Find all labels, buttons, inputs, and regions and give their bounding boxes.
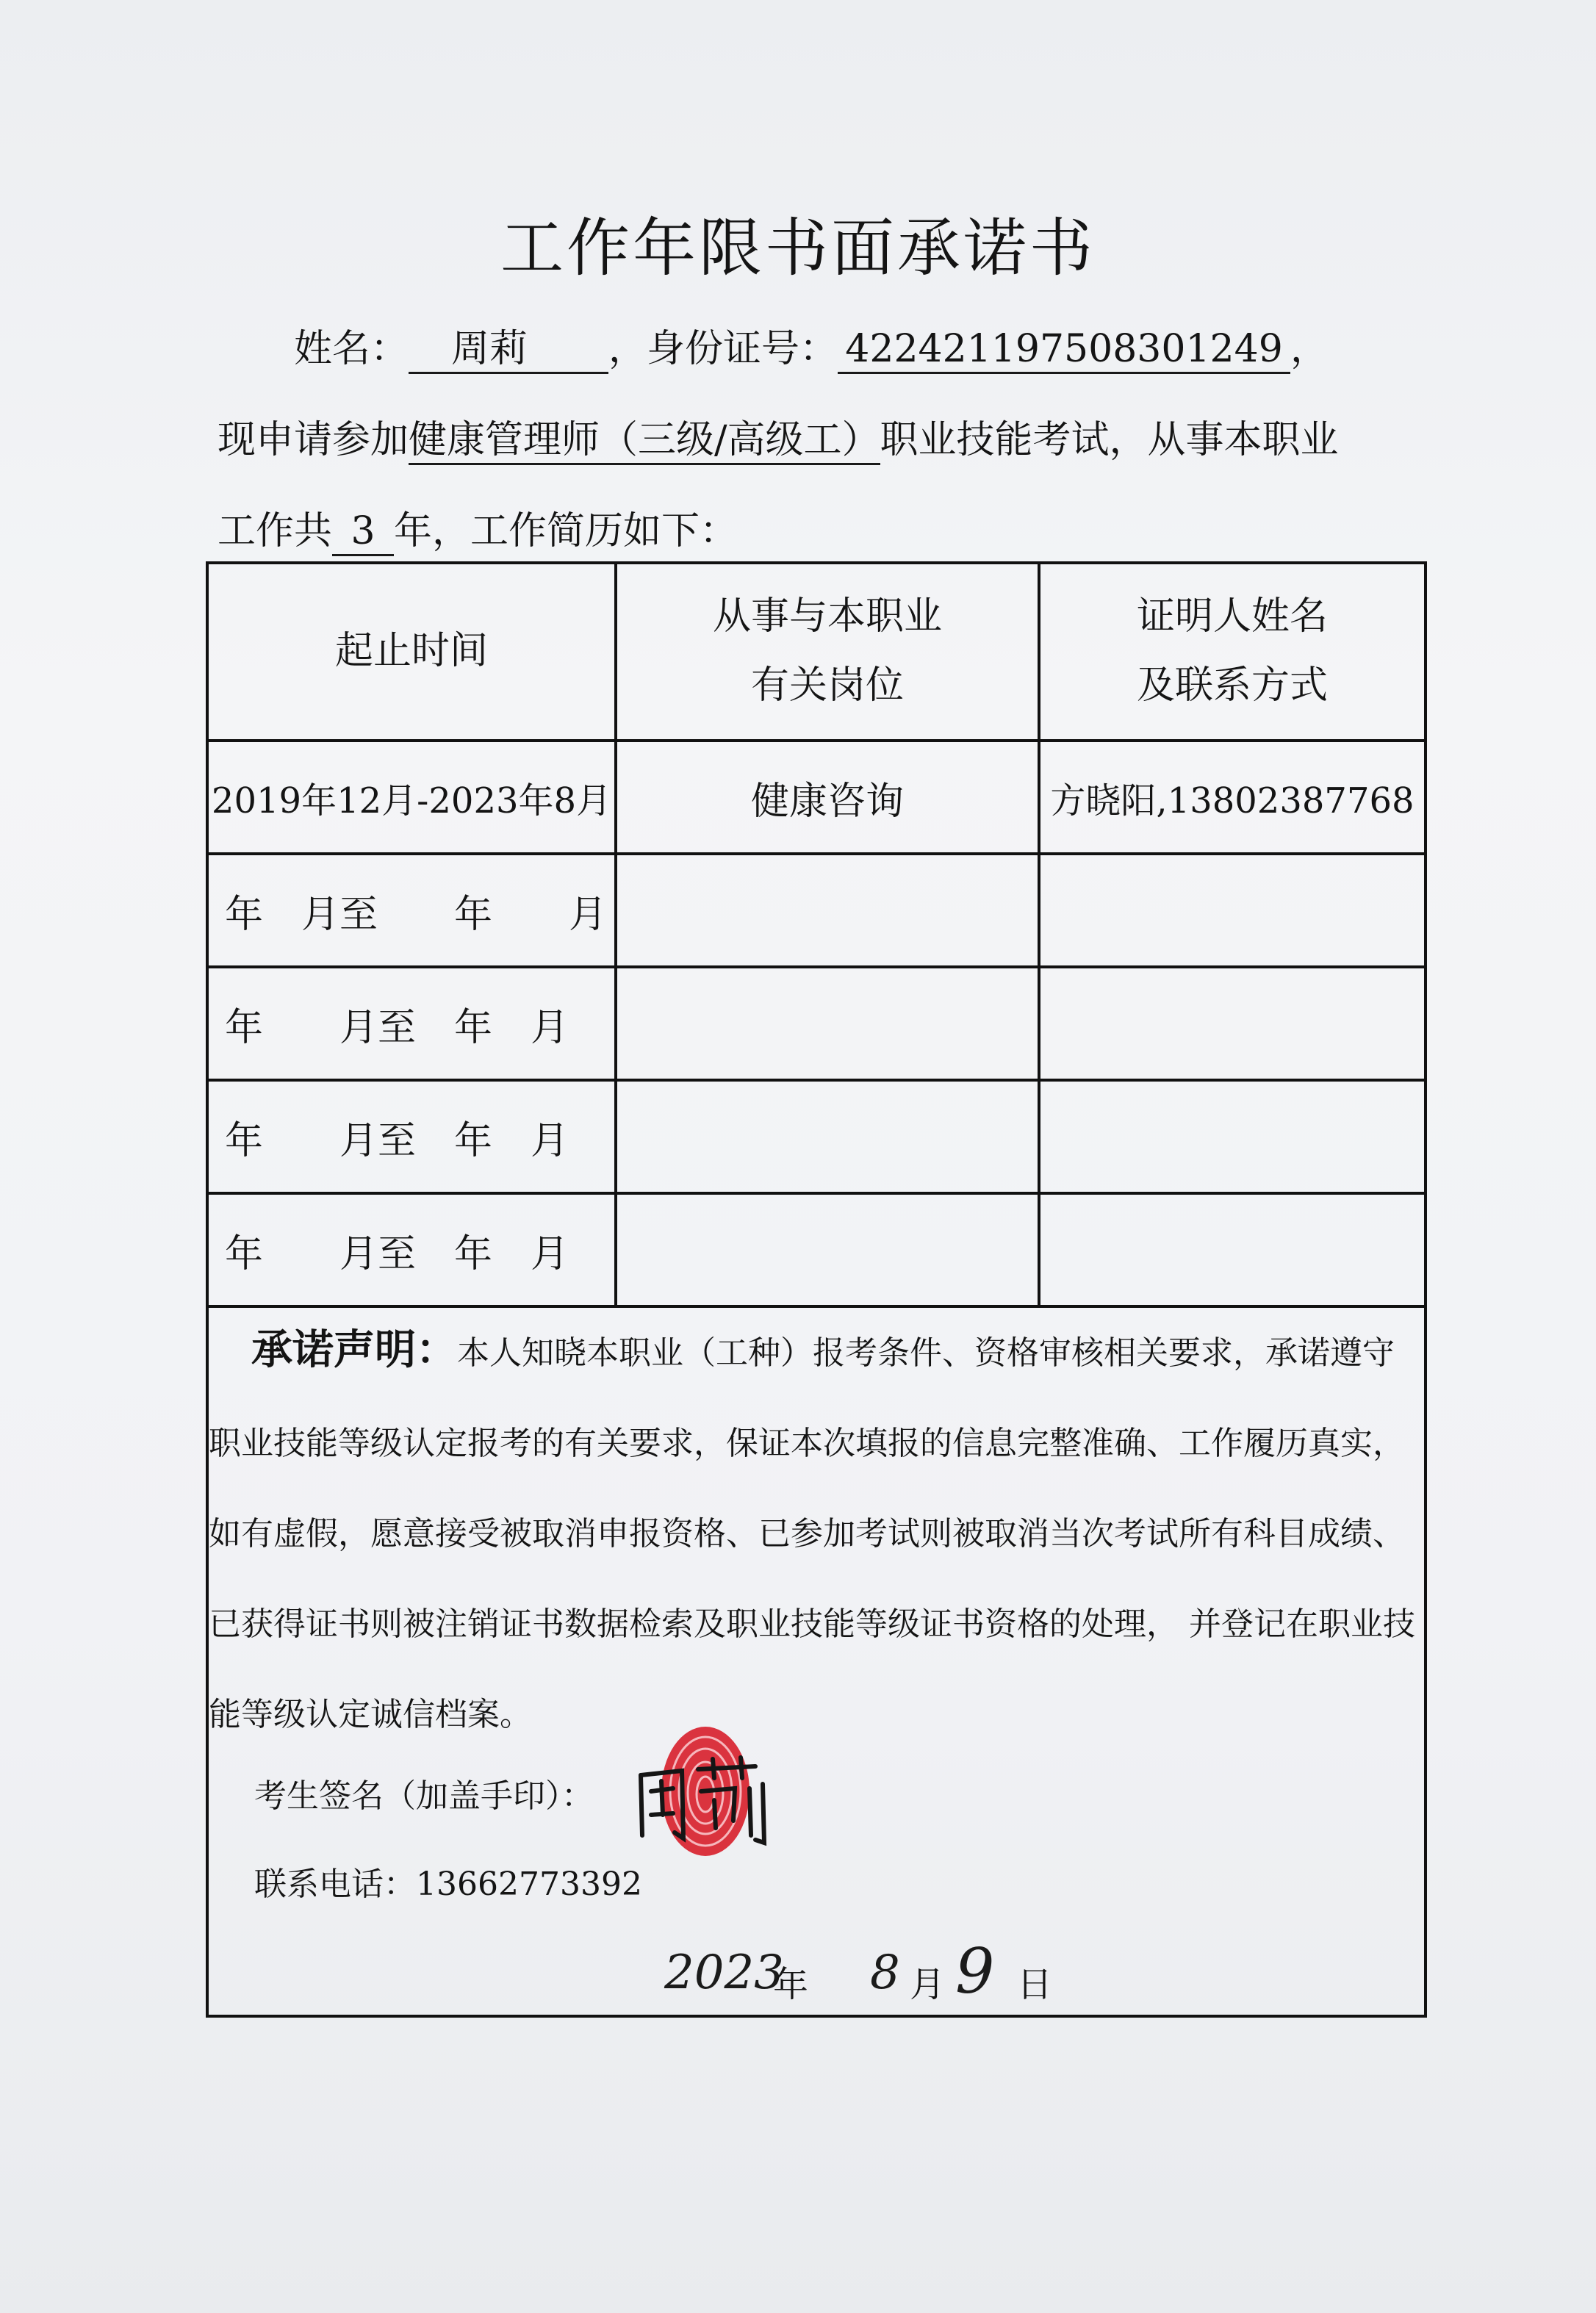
line-end-comma: ，	[1290, 327, 1329, 371]
signing-date	[664, 1935, 1252, 2019]
table-row	[209, 1193, 1424, 1306]
exam-prefix: 现申请参加	[218, 418, 409, 462]
table-row	[209, 741, 1424, 854]
declaration-label: 承诺声明：	[251, 1326, 457, 1374]
signature-label: 考生签名（加盖手印）：	[254, 1777, 594, 1815]
exam-suffix: 职业技能考试，从事本职业	[880, 418, 1339, 462]
row-witness	[1039, 854, 1424, 967]
date-month-unit: 月	[910, 1964, 946, 2005]
exam-line	[218, 409, 1339, 465]
date-month: 8	[870, 1946, 900, 2000]
table-row	[209, 854, 1424, 967]
row-period: 年 月至 年 月	[209, 1080, 616, 1193]
exam-name: 健康管理师（三级/高级工）	[409, 419, 880, 465]
document-title: 工作年限书面承诺书	[500, 212, 1096, 285]
row-position	[616, 854, 1039, 967]
date-day: 9	[955, 1935, 995, 2007]
id-label: 身份证号：	[647, 327, 838, 371]
header-witness: 证明人姓名 及联系方式	[1039, 564, 1424, 741]
row-period: 年 月至 年 月	[209, 1193, 616, 1306]
row-position	[616, 967, 1039, 1080]
id-number-value: 422421197508301249	[838, 328, 1290, 374]
row-position	[616, 1193, 1039, 1306]
years-prefix: 工作共	[218, 509, 333, 553]
header-period: 起止时间	[209, 564, 616, 741]
phone-label: 联系电话：	[254, 1866, 416, 1903]
name-separator: ，	[608, 327, 647, 371]
row-period: 年 月至 年 月	[209, 967, 616, 1080]
row-position	[616, 1080, 1039, 1193]
history-and-declaration-frame	[206, 561, 1427, 2018]
row-witness	[1039, 967, 1424, 1080]
row-period: 2019年12月-2023年8月	[209, 741, 616, 854]
years-line	[218, 500, 738, 556]
row-witness: 方晓阳,13802387768	[1039, 741, 1424, 854]
table-row	[209, 967, 1424, 1080]
years-value: 3	[332, 510, 394, 556]
applicant-line	[294, 317, 1329, 374]
row-position: 健康咨询	[616, 741, 1039, 854]
signature-fingerprint	[611, 1718, 788, 1868]
row-period: 年 月至 年 月	[209, 854, 616, 967]
declaration-block	[209, 1305, 1424, 1760]
phone-line	[254, 1857, 642, 1904]
date-year: 2023	[664, 1946, 784, 2000]
work-history-table	[209, 564, 1424, 1308]
table-header-row	[209, 564, 1424, 741]
years-suffix: 年，工作简历如下：	[394, 509, 738, 553]
date-year-unit: 年	[773, 1964, 809, 2005]
name-label: 姓名：	[294, 327, 409, 371]
row-witness	[1039, 1193, 1424, 1306]
name-value: 周莉	[409, 328, 608, 374]
date-day-unit: 日	[1017, 1964, 1053, 2005]
table-row	[209, 1080, 1424, 1193]
header-position: 从事与本职业 有关岗位	[616, 564, 1039, 741]
declaration-text: 本人知晓本职业（工种）报考条件、资格审核相关要求，承诺遵守职业技能等级认定报考的有关要求，保证本次填报的信息完整准确、工作履历真实，如有虚假，愿意接受被取消申报资格、已参加考试则被取消当次考试所有科目成绩、已获得证书则被注销证书数据检索及职业技能等级证书资格的处理， 并登记在职业技能等级认定诚信档案。	[209, 1334, 1415, 1733]
phone-value: 13662773392	[416, 1866, 642, 1903]
row-witness	[1039, 1080, 1424, 1193]
